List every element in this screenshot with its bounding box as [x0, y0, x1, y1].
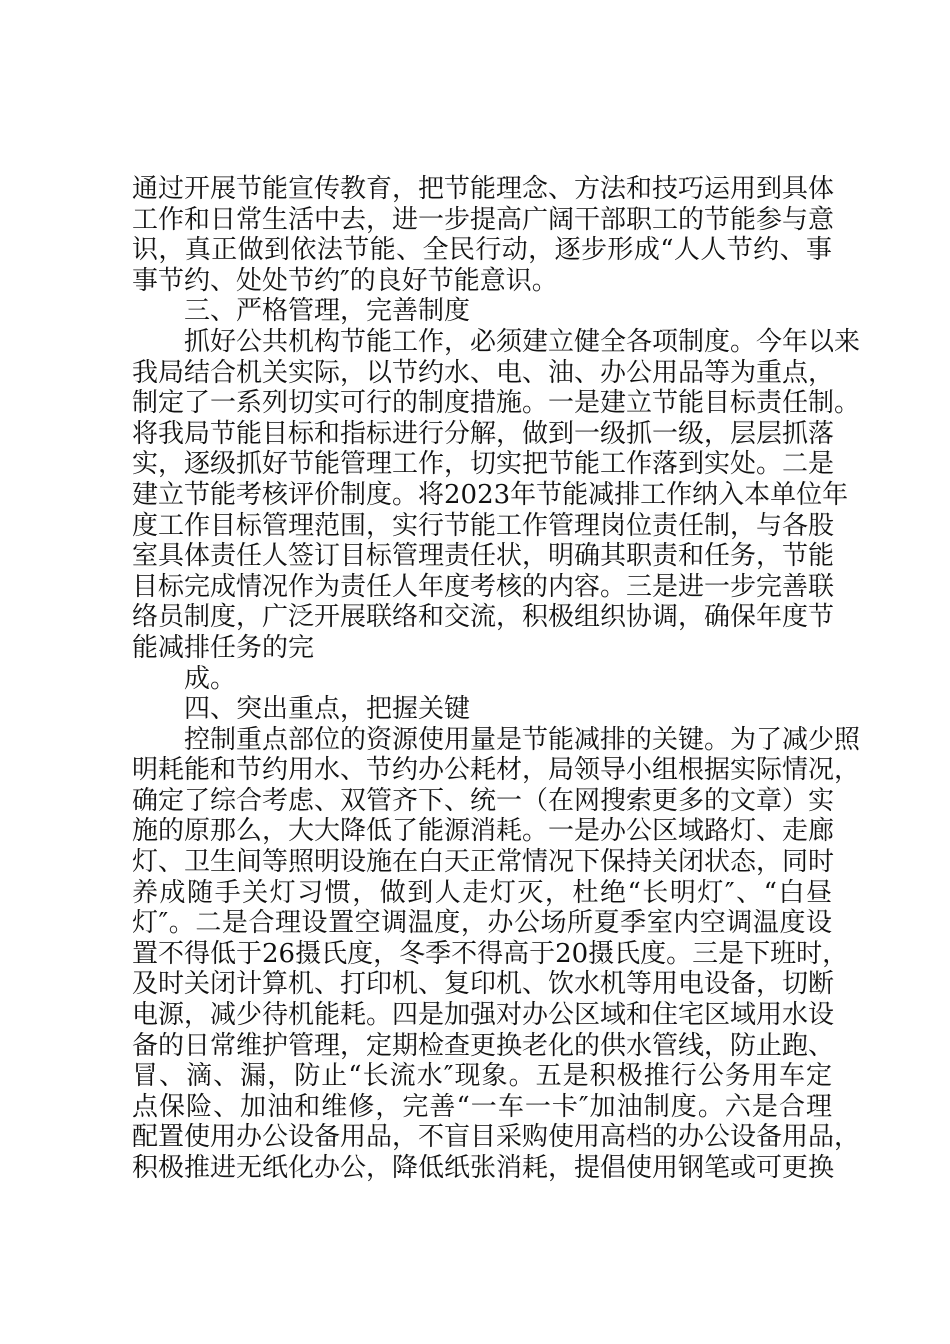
section-heading: 四、突出重点，把握关键 — [184, 694, 471, 725]
text-line: 实，逐级抓好节能管理工作，切实把节能工作落到实处。二是 — [132, 449, 835, 480]
text-line: 络员制度，广泛开展联络和交流，积极组织协调，确保年度节 — [132, 602, 835, 633]
text-line: 目标完成情况作为责任人年度考核的内容。三是进一步完善联 — [132, 571, 835, 602]
text-line: 施的原那么，大大降低了能源消耗。一是办公区域路灯、走廊 — [132, 816, 835, 847]
text-line: 明耗能和节约用水、节约办公耗材，局领导小组根据实际情况， — [132, 755, 861, 786]
text-line: 抓好公共机构节能工作，必须建立健全各项制度。今年以来 — [184, 326, 861, 357]
text-line: 确定了综合考虑、双管齐下、统一（在网搜索更多的文章）实 — [132, 785, 835, 816]
text-line: 置不得低于26摄氏度，冬季不得高于20摄氏度。三是下班时， — [132, 938, 849, 969]
text-line: 建立节能考核评价制度。将2023年节能减排工作纳入本单位年 — [132, 479, 849, 510]
text-line: 灯、卫生间等照明设施在白天正常情况下保持关闭状态，同时 — [132, 847, 835, 878]
text-line: 通过开展节能宣传教育，把节能理念、方法和技巧运用到具体 — [132, 174, 835, 204]
text-line: 事节约、处处节约″的良好节能意识。 — [132, 265, 558, 296]
text-line: 及时关闭计算机、打印机、复印机、饮水机等用电设备，切断 — [132, 969, 835, 1000]
text-line: 成。 — [184, 663, 237, 694]
text-line: 点保险、加油和维修，完善“一车一卡″加油制度。六是合理 — [132, 1091, 832, 1122]
text-line: 工作和日常生活中去，进一步提高广阔干部职工的节能参与意 — [132, 204, 835, 235]
text-line: 冒、滴、漏，防止“长流水″现象。五是积极推行公务用车定 — [132, 1061, 832, 1092]
section-heading: 三、严格管理，完善制度 — [184, 296, 471, 327]
text-line: 我局结合机关实际，以节约水、电、油、办公用品等为重点， — [132, 357, 835, 388]
text-line: 配置使用办公设备用品，不盲目采购使用高档的办公设备用品， — [132, 1122, 861, 1153]
text-line: 电源，减少待机能耗。四是加强对办公区域和住宅区域用水设 — [132, 1000, 835, 1031]
text-line: 积极推进无纸化办公，降低纸张消耗，提倡使用钢笔或可更换 — [132, 1153, 835, 1183]
text-line: 灯″。二是合理设置空调温度，办公场所夏季室内空调温度设 — [132, 908, 832, 939]
text-line: 度工作目标管理范围，实行节能工作管理岗位责任制，与各股 — [132, 510, 835, 541]
text-line: 备的日常维护管理，定期检查更换老化的供水管线，防止跑、 — [132, 1030, 835, 1061]
document-body — [132, 174, 861, 1184]
text-line: 能减排任务的完 — [132, 632, 315, 663]
text-line: 将我局节能目标和指标进行分解，做到一级抓一级，层层抓落 — [132, 418, 835, 449]
text-line: 控制重点部位的资源使用量是节能减排的关键。为了减少照 — [184, 724, 861, 755]
text-line: 养成随手关灯习惯，做到人走灯灭，杜绝“长明灯″、“白昼 — [132, 877, 832, 908]
text-line: 制定了一系列切实可行的制度措施。一是建立节能目标责任制。 — [132, 388, 861, 419]
text-line: 识，真正做到依法节能、全民行动，逐步形成“人人节约、事 — [132, 235, 832, 266]
text-line: 室具体责任人签订目标管理责任状，明确其职责和任务，节能 — [132, 541, 835, 572]
